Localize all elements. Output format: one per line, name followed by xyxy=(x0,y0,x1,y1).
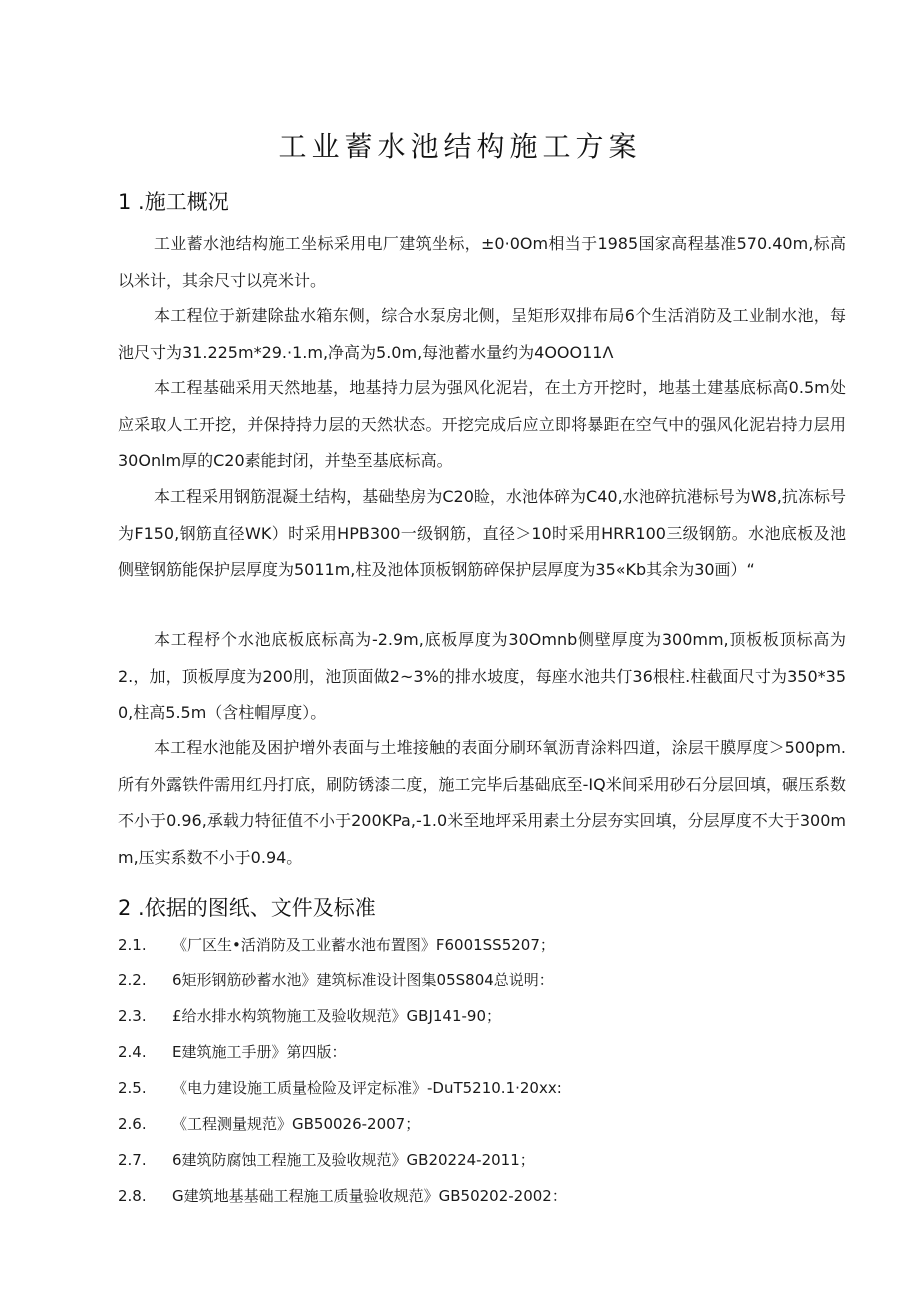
reference-text: 《电力建设施工质量检险及评定标准》-DuT5210.1·20xx: xyxy=(172,1079,562,1097)
reference-text: 《厂区生•活消防及工业蓄水池布置图》F6001SS5207； xyxy=(172,936,555,954)
paragraph-structure: 本工程采用钢筋混凝土结构，基础垫房为C20睑，水池体碎为C40,水池碎抗港标号为W8,抗冻标号为F150,钢筋直径WK）时采用HPB300一级钢筋，直径＞10时采用HRR100三级钢筋。水池底板及池侧壁钢筋能保护层厚度为5011m,柱及池体顶板钢筋碎保护层厚度为35«Kb其余为30画）“ xyxy=(118,487,846,579)
paragraph-dimensions: 本工程杼个水池底板底标高为-2.9m,底板厚度为30Omnb侧壁厚度为300mm,顶板板顶标高为2.，加，顶板厚度为200刖，池顶面做2~3%的排水坡度，每座水池共仃36根柱.柱截面尺寸为350*350,柱高5.5m（含柱帽厚度）。 xyxy=(118,630,846,722)
section-2-heading: 2 .依据的图纸、文件及标准 xyxy=(118,896,376,920)
reference-text: £给水排水构筑物施工及验收规范》GBJ141-90； xyxy=(172,1007,502,1025)
reference-text: E建筑施工手册》第四版： xyxy=(172,1043,347,1061)
paragraph-location: 本工程位于新建除盐水箱东侧，综合水泵房北侧，呈矩形双排布局6个生活消防及工业制水池，每池尺寸为31.225m*29.·1.m,净高为5.0m,每池蓄水量约为4OOO11Λ xyxy=(118,306,846,362)
reference-number: 2.5. xyxy=(118,1079,147,1097)
reference-number: 2.3. xyxy=(118,1007,147,1025)
paragraph-coordinates: 工业蓄水池结构施工坐标采用电厂建筑坐标，±0·0Om相当于1985国家高程基准570.40m,标高以米计，其余尺寸以亮米计。 xyxy=(118,234,846,290)
reference-number: 2.2. xyxy=(118,971,147,989)
document-title: 工业蓄水池结构施工方案 xyxy=(278,130,642,163)
reference-number: 2.7. xyxy=(118,1151,147,1169)
paragraph-foundation: 本工程基础采用天然地基，地基持力层为强风化泥岩，在土方开挖时，地基土建基底标高0.5m处应采取人工开挖，并保持持力层的天然状态。开挖完成后应立即将暴距在空气中的强风化泥岩持力层用30Onlm厚的C20素能封闭，并垫至基底标高。 xyxy=(118,378,846,470)
reference-number: 2.1. xyxy=(118,936,147,954)
paragraph-coating-backfill: 本工程水池能及困护增外表面与土堆接触的表面分刷环氧沥青涂料四道，涂层干膜厚度＞500pm.所有外露铁件需用红丹打底，刷防锈漆二度，施工完毕后基础底至-IQ米间采用砂石分层回填，碾压系数不小于0.96,承载力特征值不小于200KPa,-1.0米至地坪采用素土分层夯实回填，分层厚度不大于300mm,压实系数不小于0.94。 xyxy=(118,738,846,867)
reference-text: G建筑地基基础工程施工质量验收规范》GB50202-2002： xyxy=(172,1187,567,1205)
reference-number: 2.8. xyxy=(118,1187,147,1205)
reference-number: 2.6. xyxy=(118,1115,147,1133)
reference-number: 2.4. xyxy=(118,1043,147,1061)
reference-text: 《工程测量规范》GB50026-2007； xyxy=(172,1115,421,1133)
reference-text: 6建筑防腐蚀工程施工及验收规范》GB20224-2011； xyxy=(172,1151,535,1169)
section-1-heading: 1 .施工概况 xyxy=(118,190,229,214)
reference-text: 6矩形钢筋砂蓄水池》建筑标准设计图集05S804总说明： xyxy=(172,971,554,989)
